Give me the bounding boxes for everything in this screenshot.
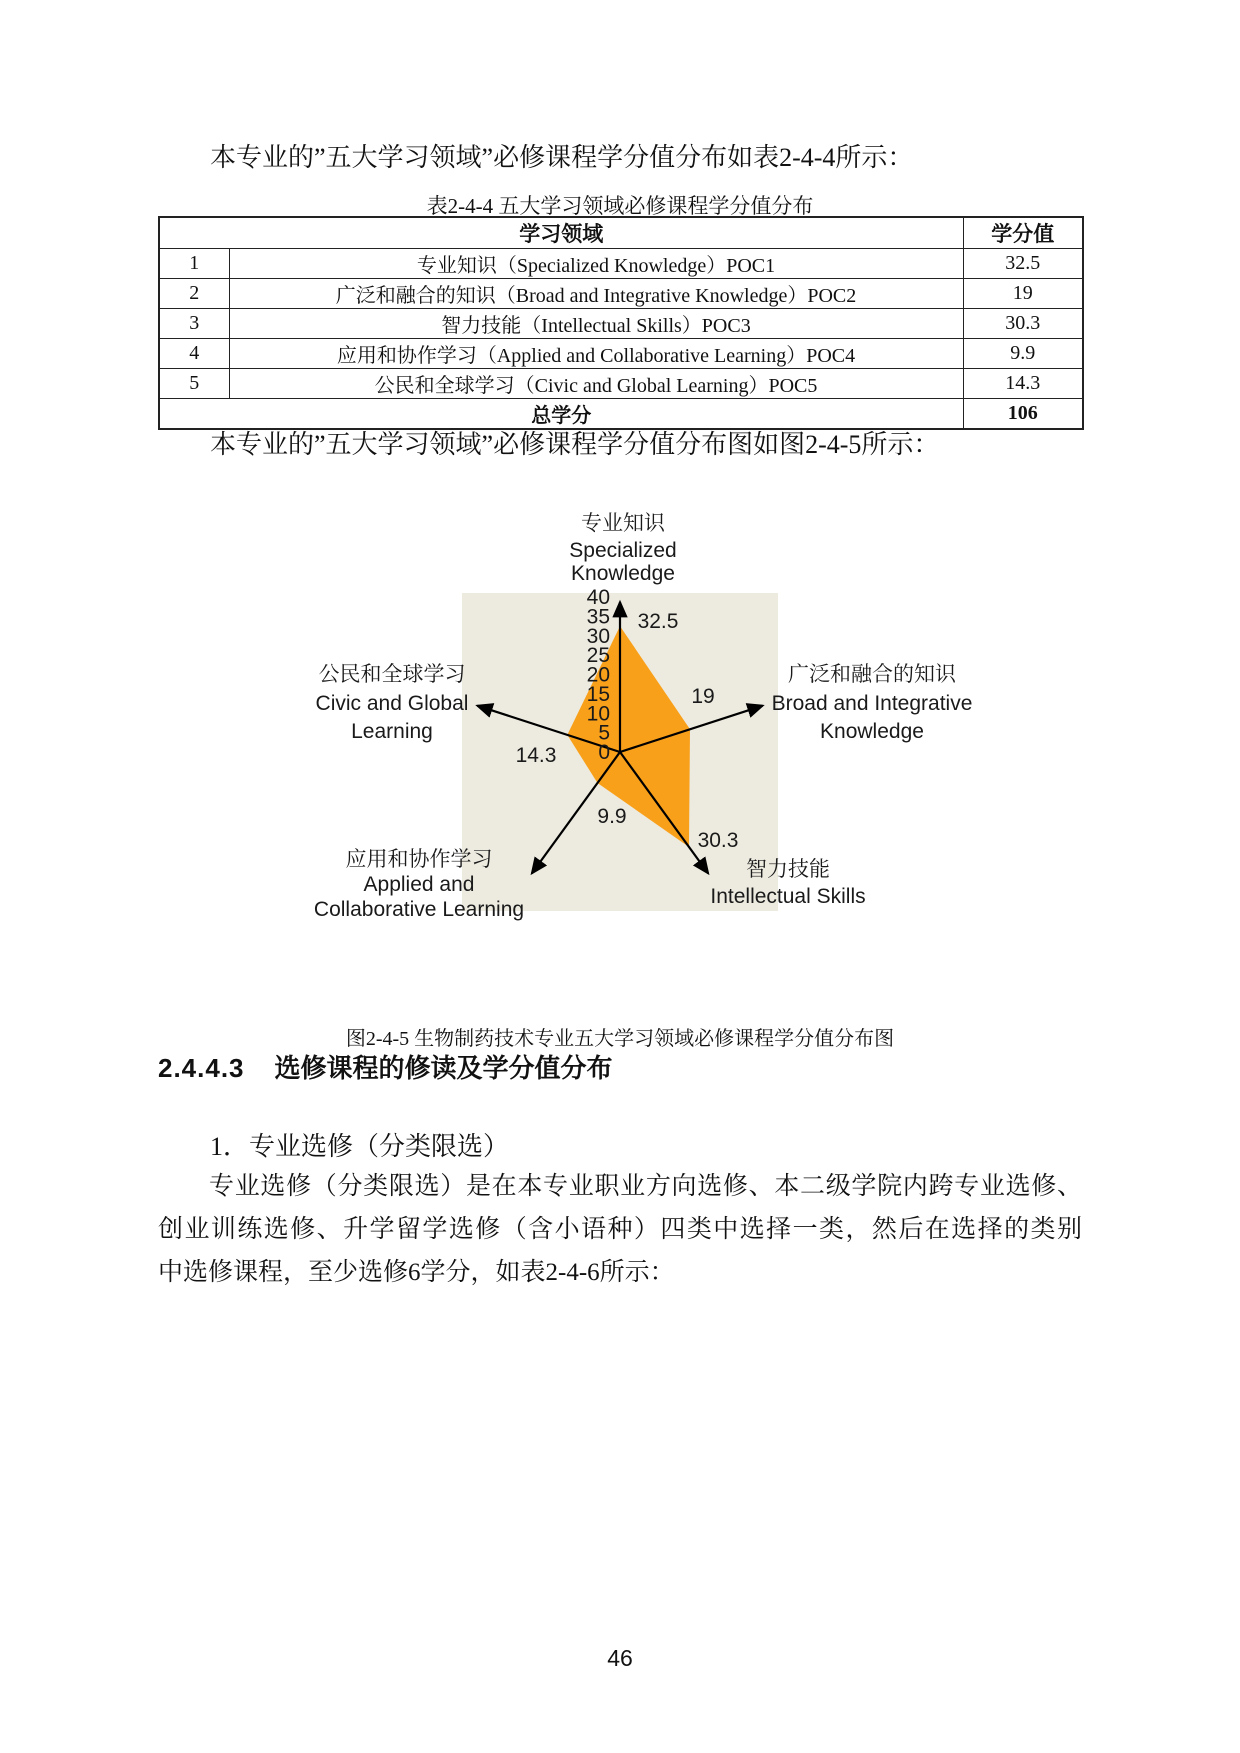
total-label: 总学分: [159, 399, 963, 430]
row-credits: 32.5: [963, 249, 1083, 279]
tick-label: 40: [586, 586, 610, 609]
section-title: 选修课程的修读及学分值分布: [274, 1053, 613, 1083]
row-domain: 专业知识（Specialized Knowledge）POC1: [229, 249, 963, 279]
row-number: 5: [159, 369, 229, 399]
table-caption: 表2-4-4 五大学习领域必修课程学分值分布: [426, 194, 814, 218]
table-row: [159, 309, 1083, 339]
radar-chart-figure: [240, 500, 1000, 940]
row-credits: 9.9: [963, 339, 1083, 369]
row-credits: 30.3: [963, 309, 1083, 339]
tick-label: 0: [598, 741, 610, 764]
tick-label: 10: [586, 702, 610, 726]
tick-label: 30: [586, 624, 610, 648]
row-number: 1: [159, 249, 229, 279]
row-domain: 公民和全球学习（Civic and Global Learning）POC5: [229, 369, 963, 399]
axis-title-zh: 智力技能: [746, 857, 830, 881]
tick-label: 25: [586, 644, 610, 668]
axis-title-en: Learning: [351, 720, 433, 743]
axis-title-zh: 应用和协作学习: [345, 847, 493, 871]
tick-label: 5: [598, 721, 610, 745]
intro-paragraph-table-ref: 本专业的”五大学习领域”必修课程学分值分布如表2-4-4所示：: [210, 143, 914, 172]
tick-label: 15: [586, 682, 610, 706]
col-header-credits: 学分值: [963, 217, 1083, 249]
tick-label: 35: [586, 605, 610, 629]
row-number: 4: [159, 339, 229, 369]
credits-table: [158, 216, 1084, 430]
page-number: 46: [607, 1645, 633, 1671]
axis-title-en: Knowledge: [820, 720, 924, 743]
axis-title-en: Knowledge: [571, 562, 675, 585]
body-line: 中选修课程，至少选修6学分，如表2-4-6所示：: [158, 1259, 675, 1286]
row-domain: 应用和协作学习（Applied and Collaborative Learning）POC4: [229, 339, 963, 369]
axis-title-en: Civic and Global: [315, 692, 469, 715]
axis-title-en: Applied and: [363, 873, 475, 896]
tick-label: 20: [586, 663, 610, 687]
table-row: [159, 339, 1083, 369]
total-value: 106: [963, 399, 1083, 430]
value-label: 14.3: [515, 744, 557, 767]
section-number: 2.4.4.3: [158, 1053, 245, 1083]
row-domain: 广泛和融合的知识（Broad and Integrative Knowledge）POC2: [229, 279, 963, 309]
axis-title-en: Collaborative Learning: [313, 898, 525, 921]
value-label: 9.9: [597, 805, 627, 828]
row-credits: 14.3: [963, 369, 1083, 399]
table-row: [159, 279, 1083, 309]
row-domain: 智力技能（Intellectual Skills）POC3: [229, 309, 963, 339]
body-paragraph: [158, 1165, 1082, 1294]
table-row: [159, 369, 1083, 399]
table-header-row: [159, 217, 1083, 249]
axis-title-en: Intellectual Skills: [710, 885, 866, 908]
axis-title-zh: 公民和全球学习: [318, 662, 466, 686]
section-heading: [158, 1048, 613, 1085]
axis-title-zh: 专业知识: [581, 511, 665, 535]
row-credits: 19: [963, 279, 1083, 309]
table-total-row: [159, 399, 1083, 430]
value-label: 19: [691, 685, 715, 708]
body-line: 创业训练选修、升学留学选修（含小语种）四类中选择一类，然后在选择的类别: [158, 1216, 1082, 1243]
table-row: [159, 249, 1083, 279]
value-label: 32.5: [637, 610, 679, 633]
value-label: 30.3: [697, 829, 739, 852]
axis-title-zh: 广泛和融合的知识: [788, 662, 956, 686]
row-number: 2: [159, 279, 229, 309]
intro-paragraph-figure-ref: 本专业的”五大学习领域”必修课程学分值分布图如图2-4-5所示：: [210, 430, 940, 459]
axis-title-en: Broad and Integrative: [771, 692, 973, 715]
col-header-domain: 学习领域: [159, 217, 963, 249]
list-item-1: 1．专业选修（分类限选）: [210, 1132, 510, 1161]
axis-title-en: Specialized: [569, 539, 677, 562]
body-line: 专业选修（分类限选）是在本专业职业方向选修、本二级学院内跨专业选修、: [209, 1173, 1082, 1200]
row-number: 3: [159, 309, 229, 339]
figure-caption: 图2-4-5 生物制药技术专业五大学习领域必修课程学分值分布图: [345, 1028, 895, 1050]
radar-chart-svg: [240, 500, 1000, 940]
